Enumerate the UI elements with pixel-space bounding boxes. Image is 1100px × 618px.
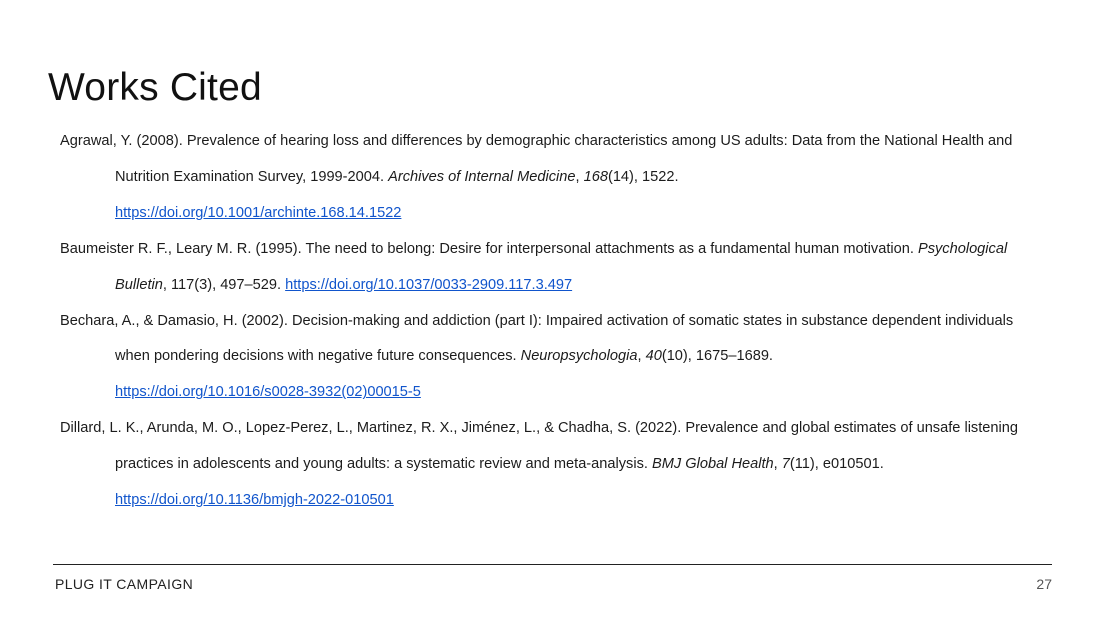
issue-pages: (10), 1675–1689.: [661, 348, 773, 365]
footer-label: PLUG IT CAMPAIGN: [55, 576, 194, 592]
reference-text: Baumeister R. F., Leary M. R. (1995). The need to belong: Desire for interpersonal attachments as a fundamental human motivation.: [60, 240, 918, 257]
journal-name: Psychological Bulletin: [115, 240, 1008, 293]
reference-bechara: [60, 304, 1045, 412]
volume-number: 168: [583, 168, 608, 185]
separator: ,: [637, 348, 646, 365]
doi-link[interactable]: https://doi.org/10.1136/bmjgh-2022-010501: [115, 492, 394, 509]
journal-name: BMJ Global Health: [652, 456, 774, 473]
reference-dillard: [60, 411, 1045, 519]
journal-name: Neuropsychologia: [520, 348, 638, 365]
page-number: 27: [1036, 576, 1052, 592]
volume-number: 7: [781, 456, 790, 473]
slide-title: Works Cited: [48, 66, 262, 109]
doi-link[interactable]: https://doi.org/10.1037/0033-2909.117.3.497: [285, 276, 573, 293]
separator: ,: [162, 276, 171, 293]
doi-link[interactable]: https://doi.org/10.1016/s0028-3932(02)00015-5: [115, 384, 421, 401]
doi-link[interactable]: https://doi.org/10.1001/archinte.168.14.1522: [115, 204, 402, 221]
separator: ,: [773, 456, 782, 473]
journal-name: Archives of Internal Medicine: [388, 168, 576, 185]
separator: ,: [575, 168, 584, 185]
reference-list: [60, 124, 1045, 519]
volume-number: 40: [645, 348, 662, 365]
issue-pages: 117(3), 497–529.: [170, 276, 286, 293]
footer-divider: [53, 564, 1052, 565]
reference-agrawal: [60, 124, 1045, 232]
issue-pages: (11), e010501.: [789, 456, 884, 473]
reference-text: Agrawal, Y. (2008). Prevalence of hearing loss and differences by demographic characteristics among US adults: Data from the National Health and Nutrition Examination Survey, 1999-2004.: [60, 133, 1013, 185]
reference-baumeister: [60, 232, 1045, 304]
reference-text: Bechara, A., & Damasio, H. (2002). Decision-making and addiction (part I): Impaired activation of somatic states in substance dependent individuals when pondering decisions with negative future consequences.: [60, 312, 1014, 365]
reference-text: Dillard, L. K., Arunda, M. O., Lopez-Perez, L., Martinez, R. X., Jiménez, L., & Chadha, S. (2022). Prevalence and global estimates of unsafe listening practices in adolescents and young adults: a systematic review and meta-analysis.: [60, 420, 1018, 473]
issue-pages: (14), 1522.: [607, 168, 679, 185]
